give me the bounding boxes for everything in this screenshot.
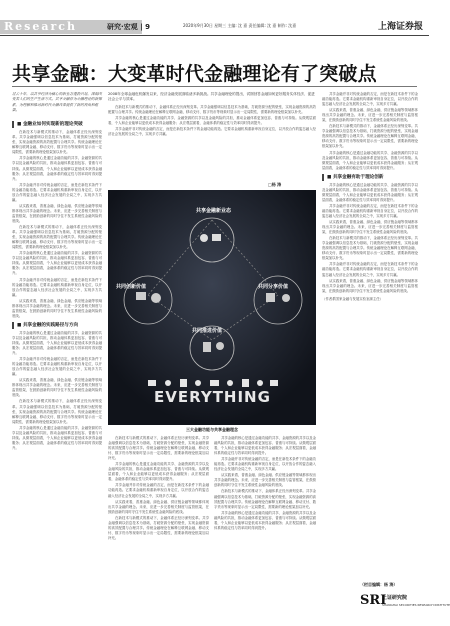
- date-line: 2020年9月30日 星期三 主编: 沈 嘉 责任编辑: 沈 嘉 制作: 沈嘉: [183, 23, 297, 28]
- paragraph: 从实践来看，普惠金融、绿色金融、供应链金融等领域都体现出共享金融的理念。未来，应进一步完善相关制度与监管框架，在鼓励创新的同时守住不发生系统性金融风险的底线。: [108, 499, 209, 514]
- paragraph: 在新技术与新模式的推动下，金融体系正经历深刻变革。共享金融强调以信息技术为基础，打破资源分配的壁垒，实现金融资源的高效配置与合理共享。传统金融理论在解释互联网金融、移动支付、数字货币等现象时显示出一定局限性，需要新的理论框架加以补充。: [322, 236, 418, 261]
- logo-chinese-name: 上证研究院: [382, 595, 408, 601]
- section-label: 研究·宏观 | 9: [107, 23, 150, 31]
- body-text: [322, 183, 418, 294]
- paragraph: 共享金融并非对传统金融的否定，而是在新技术条件下的金融功能再造。它要求金融机构重新审视自身定位，以开放合作的姿态融入经济社会发展的全局之中，实现多方共赢。: [322, 262, 418, 277]
- paragraph: 共享金融的核心是通过金融功能的共享、金融资源的共享以及金融风险的共担，推动金融体系更加包容、普惠与可持续。从微观层面看，个人和企业能够以更低成本获得金融服务；从宏观层面看，金融体系的稳定性与效率同时得到提升。: [322, 182, 418, 202]
- paragraph: 共享金融的核心是通过金融功能的共享、金融资源的共享以及金融风险的共担，推动金融体系更加包容、普惠与可持续。从微观层面看，个人和企业能够以更低成本获得金融服务；从宏观层面看，金融体系的稳定性与效率同时得到提升。: [214, 510, 316, 530]
- figure-caption: 三大金融功能与共享金融理念: [186, 427, 238, 432]
- column-center-bottom-a: [108, 436, 209, 616]
- column-center-bottom-b: [214, 436, 316, 616]
- body-text: [214, 436, 316, 531]
- paragraph: 共享金融并非对传统金融的否定，而是在新技术条件下的金融功能再造。它要求金融机构重新审视自身定位，以开放合作的姿态融入经济社会发展的全局之中，实现多方共赢。: [322, 92, 418, 107]
- paragraph: 共享金融的核心是通过金融功能的共享、金融资源的共享以及金融风险的共担，推动金融体系更加包容、普惠与可持续。从微观层面看，个人和企业能够以更低成本获得金融服务；从宏观层面看，金融体系的稳定性与效率同时得到提升。: [322, 150, 418, 170]
- lede-text-2: 2008年全球金融危机爆发以来，经济金融发展面临诸多新挑战。共享金融理论的提出，试图回答金融如何更好服务实体经济、促进社会公平与效率。: [108, 92, 315, 102]
- paragraph: 共享金融的核心是通过金融功能的共享、金融资源的共享以及金融风险的共担，推动金融体系更加包容、普惠与可持续。从微观层面看，个人和企业能够以更低成本获得金融服务；从宏观层面看，金融体系的稳定性与效率同时得到提升。: [108, 462, 209, 482]
- masthead-research: Research: [0, 20, 142, 34]
- paragraph: 共享金融的核心是通过金融功能的共享、金融资源的共享以及金融风险的共担，推动金融体系更加包容、普惠与可持续。从微观层面看，个人和企业能够以更低成本获得金融服务；从宏观层面看，金融体系的稳定性与效率同时得到提升。: [12, 330, 102, 356]
- paragraph: 在新技术与新模式的推动下，金融体系正经历深刻变革。共享金融强调以信息技术为基础，打破资源分配的壁垒，实现金融资源的高效配置与合理共享。传统金融理论在解释互联网金融、移动支付、数字货币等现象时显示出一定局限性，需要新的理论框架加以补充。: [214, 489, 316, 509]
- lede-text: 过去十年，以共享经济为核心的新业态蓬勃兴起，深刻改变着人们的生产生活方式。共享金融作为金融理论的新探索，为理解和推动新时代金融改革提供了新的视角和框架。: [12, 92, 102, 112]
- illustration: [108, 190, 316, 425]
- paragraph: 共享金融并非对传统金融的否定，而是在新技术条件下的金融功能再造。它要求金融机构重新审视自身定位，以开放合作的姿态融入经济社会发展的全局之中，实现多方共赢。: [12, 182, 102, 202]
- paragraph: 在新技术与新模式的推动下，金融体系正经历深刻变革。共享金融强调以信息技术为基础，打破资源分配的壁垒，实现金融资源的高效配置与合理共享。传统金融理论在解释互联网金融、移动支付、数字货币等现象时显示出一定局限性，需要新的理论框架加以补充。: [108, 515, 209, 540]
- figure-label-right: 共同分享价值: [258, 284, 289, 290]
- sri-logo: [360, 593, 450, 617]
- paper-name: 上海证券报: [377, 22, 423, 32]
- logo-english-name: SHANGHAI SECURITIES RESEARCH INSTITUTE: [382, 603, 450, 607]
- paragraph: 在新技术与新模式的推动下，金融体系正经历深刻变革。共享金融强调以信息技术为基础，打破资源分配的壁垒，实现金融资源的高效配置与合理共享。传统金融理论在解释互联网金融、移动支付、数字货币等现象时显示出一定局限性，需要新的理论框架加以补充。: [12, 399, 102, 424]
- paragraph: 共享金融并非对传统金融的否定，而是在新技术条件下的金融功能再造。它要求金融机构重新审视自身定位，以开放合作的姿态融入经济社会发展的全局之中，实现多方共赢。: [322, 203, 418, 218]
- paragraph: 共享金融并非对传统金融的否定，而是在新技术条件下的金融功能再造。它要求金融机构重新审视自身定位，以开放合作的姿态融入经济社会发展的全局之中，实现多方共赢。: [12, 357, 102, 377]
- body-text: [108, 436, 209, 541]
- paragraph: 从实践来看，普惠金融、绿色金融、供应链金融等领域都体现出共享金融的理念。未来，应进一步完善相关制度与监管框架，在鼓励创新的同时守住不发生系统性金融风险的底线。: [322, 278, 418, 293]
- author-note: （作者系国家金融与发展实验室副主任）: [322, 296, 384, 301]
- paragraph: 在新技术与新模式的推动下，金融体系正经历深刻变革。共享金融强调以信息技术为基础，打破资源分配的壁垒，实现金融资源的高效配置与合理共享。传统金融理论在解释互联网金融、移动支付、数字货币等现象时显示出一定局限性，需要新的理论框架加以补充。: [12, 225, 102, 250]
- header-rule: [0, 35, 429, 36]
- paragraph: 从实践来看，普惠金融、绿色金融、供应链金融等领域都体现出共享金融的理念。未来，应进一步完善相关制度与监管框架，在鼓励创新的同时守住不发生系统性金融风险的底线。: [12, 378, 102, 398]
- subheading-3: ■ 共享金融有助于理论创新: [322, 174, 418, 181]
- column-right: [322, 92, 418, 577]
- column-center-top: [108, 92, 316, 187]
- paragraph: 从实践来看，普惠金融、绿色金融、供应链金融等领域都体现出共享金融的理念。未来，应进一步完善相关制度与监管框架，在鼓励创新的同时守住不发生系统性金融风险的底线。: [12, 203, 102, 223]
- logo-letters: SRI: [360, 593, 387, 608]
- paragraph: 共享金融的核心是通过金融功能的共享、金融资源的共享以及金融风险的共担，推动金融体系更加包容、普惠与可持续。从微观层面看，个人和企业能够以更低成本获得金融服务；从宏观层面看，金融体系的稳定性与效率同时得到提升。: [12, 251, 102, 276]
- editor-signature: （栏目编辑：杨 涛）: [360, 582, 398, 587]
- page-header: [0, 20, 429, 34]
- subheading-1: ■ 金融业如何实现新的理论突破: [12, 121, 102, 128]
- figure-label-left: 共同创新价值: [116, 284, 147, 290]
- paragraph: 共享金融的核心是通过金融功能的共享、金融资源的共享以及金融风险的共担，推动金融体系更加包容、普惠与可持续。从微观层面看，个人和企业能够以更低成本获得金融服务；从宏观层面看，金融体系的稳定性与效率同时得到提升。: [214, 436, 316, 456]
- paragraph: 共享金融的核心是通过金融功能的共享、金融资源的共享以及金融风险的共担，推动金融体系更加包容、普惠与可持续。从微观层面看，个人和企业能够以更低成本获得金融服务；从宏观层面看，金融体系的稳定性与效率同时得到提升。: [108, 115, 316, 125]
- paragraph: 共享金融并非对传统金融的否定，而是在新技术条件下的金融功能再造。它要求金融机构重新审视自身定位，以开放合作的姿态融入经济社会发展的全局之中，实现多方共赢。: [214, 457, 316, 472]
- body-text: [108, 105, 316, 137]
- subheading-2: ■ 共享金融的实践路径与方向: [12, 322, 102, 329]
- paragraph: 共享金融并非对传统金融的否定，而是在新技术条件下的金融功能再造。它要求金融机构重新审视自身定位，以开放合作的姿态融入经济社会发展的全局之中，实现多方共赢。: [108, 483, 209, 498]
- figure-label-top: 共享金融新业态: [196, 208, 232, 214]
- body-text: [12, 331, 102, 451]
- paragraph: 在新技术与新模式的推动下，金融体系正经历深刻变革。共享金融强调以信息技术为基础，打破资源分配的壁垒，实现金融资源的高效配置与合理共享。传统金融理论在解释互联网金融、移动支付、数字货币等现象时显示出一定局限性，需要新的理论框架加以补充。: [322, 124, 418, 149]
- paragraph: 共享金融的核心是通过金融功能的共享、金融资源的共享以及金融风险的共担，推动金融体系更加包容、普惠与可持续。从微观层面看，个人和企业能够以更低成本获得金融服务；从宏观层面看，金融体系的稳定性与效率同时得到提升。: [12, 156, 102, 181]
- figure-label-bottom: 共同推进价值: [192, 328, 223, 334]
- body-text: [322, 92, 418, 171]
- paragraph: 从实践来看，普惠金融、绿色金融、供应链金融等领域都体现出共享金融的理念。未来，应进一步完善相关制度与监管框架，在鼓励创新的同时守住不发生系统性金融风险的底线。: [322, 108, 418, 123]
- paragraph: 在新技术与新模式的推动下，金融体系正经历深刻变革。共享金融强调以信息技术为基础，打破资源分配的壁垒，实现金融资源的高效配置与合理共享。传统金融理论在解释互联网金融、移动支付、数字货币等现象时显示出一定局限性，需要新的理论框架加以补充。: [12, 130, 102, 155]
- title-rule: [12, 86, 417, 87]
- figure-big-word: EVERYTHING: [154, 388, 271, 406]
- article-title: 共享金融：大变革时代金融理论有了突破点: [12, 63, 377, 85]
- paragraph: 共享金融的核心是通过金融功能的共享、金融资源的共享以及金融风险的共担，推动金融体系更加包容、普惠与可持续。从微观层面看，个人和企业能够以更低成本获得金融服务；从宏观层面看，金融体系的稳定性与效率同时得到提升。: [12, 425, 102, 450]
- paragraph: 从实践来看，普惠金融、绿色金融、供应链金融等领域都体现出共享金融的理念。未来，应进一步完善相关制度与监管框架，在鼓励创新的同时守住不发生系统性金融风险的底线。: [214, 473, 316, 488]
- paragraph: 从实践来看，普惠金融、绿色金融、供应链金融等领域都体现出共享金融的理念。未来，应进一步完善相关制度与监管框架，在鼓励创新的同时守住不发生系统性金融风险的底线。: [12, 298, 102, 318]
- body-text: [12, 130, 102, 319]
- byline: □杨 涛: [268, 182, 282, 187]
- paragraph: 共享金融并非对传统金融的否定，而是在新技术条件下的金融功能再造。它要求金融机构重新审视自身定位，以开放合作的姿态融入经济社会发展的全局之中，实现多方共赢。: [12, 277, 102, 297]
- paragraph: 在新技术与新模式的推动下，金融体系正经历深刻变革。共享金融强调以信息技术为基础，打破资源分配的壁垒，实现金融资源的高效配置与合理共享。传统金融理论在解释互联网金融、移动支付、数字货币等现象时显示出一定局限性，需要新的理论框架加以补充。: [108, 104, 316, 114]
- column-left: [12, 92, 102, 612]
- paragraph: 在新技术与新模式的推动下，金融体系正经历深刻变革。共享金融强调以信息技术为基础，打破资源分配的壁垒，实现金融资源的高效配置与合理共享。传统金融理论在解释互联网金融、移动支付、数字货币等现象时显示出一定局限性，需要新的理论框架加以补充。: [108, 436, 209, 461]
- paragraph: 共享金融并非对传统金融的否定，而是在新技术条件下的金融功能再造。它要求金融机构重新审视自身定位，以开放合作的姿态融入经济社会发展的全局之中，实现多方共赢。: [108, 126, 316, 136]
- paragraph: 从实践来看，普惠金融、绿色金融、供应链金融等领域都体现出共享金融的理念。未来，应进一步完善相关制度与监管框架，在鼓励创新的同时守住不发生系统性金融风险的底线。: [322, 220, 418, 235]
